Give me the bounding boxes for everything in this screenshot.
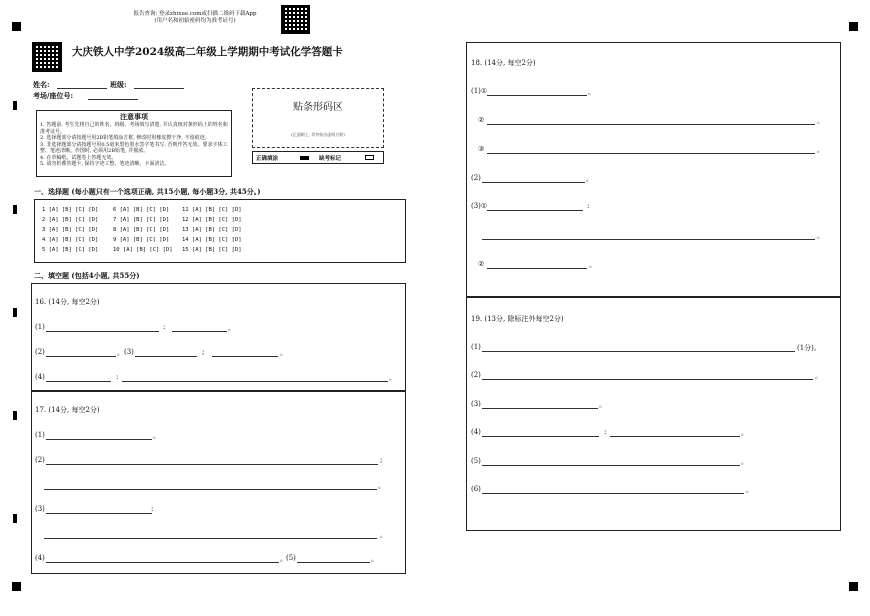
choice-item[interactable]: 2 [A] [B] [C] [D]	[42, 217, 99, 223]
answer-line[interactable]	[487, 153, 815, 154]
answer-line[interactable]	[46, 562, 279, 563]
filled-box-icon	[300, 156, 309, 160]
name-label: 姓名:	[33, 80, 50, 89]
punct: 。	[817, 232, 824, 240]
punct: 。	[599, 401, 606, 409]
seat-field[interactable]	[88, 99, 138, 100]
barcode-hint: (正面朝上, 切勿贴出虚线方框)	[291, 132, 345, 137]
answer-line[interactable]	[482, 408, 598, 409]
answer-line[interactable]	[212, 356, 278, 357]
punct: 。	[153, 432, 160, 440]
answer-line[interactable]	[44, 538, 377, 539]
punct: 。	[588, 88, 595, 96]
choice-box	[34, 199, 406, 263]
punct: :	[163, 323, 166, 331]
q18-part-label: (3)①	[471, 202, 488, 210]
absent-label: 缺考标记	[319, 156, 342, 162]
punct: 。	[586, 175, 593, 183]
punct: 。	[380, 531, 387, 539]
corner-mark	[12, 22, 21, 31]
punct: :	[151, 505, 154, 513]
fill-sample	[252, 151, 384, 164]
q16-title: 16. (14分, 每空2分)	[35, 298, 100, 306]
punct: 。	[815, 372, 822, 380]
notice-item: 5. 请勿折叠答题卡, 保持字迹工整、笔迹清晰、卡面清洁。	[40, 161, 170, 167]
q18-part-label: (1)①	[471, 87, 488, 95]
corner-mark	[849, 582, 858, 591]
corner-mark	[12, 582, 21, 591]
seat-label: 考场/座位号:	[33, 91, 74, 100]
answer-line[interactable]	[46, 381, 111, 382]
q16-part-label: (1)	[35, 323, 45, 331]
punct: 。	[817, 117, 824, 125]
choice-item[interactable]: 15 [A] [B] [C] [D]	[182, 247, 242, 253]
q19-score-note: (1分)。	[797, 344, 821, 352]
q19-part-label: (4)	[471, 428, 481, 436]
timing-mark	[13, 101, 17, 110]
timing-mark	[13, 205, 17, 214]
punct: 。	[280, 555, 287, 563]
name-field[interactable]	[57, 88, 107, 89]
choice-item[interactable]: 11 [A] [B] [C] [D]	[182, 207, 242, 213]
q19-box	[466, 297, 841, 531]
q18-part-label: (2)	[471, 174, 481, 182]
notice-item: 2. 选择题部分请按题号用2B铅笔填涂方框, 修改时用橡皮擦干净, 不留痕迹。	[40, 135, 210, 141]
answer-line[interactable]	[482, 182, 585, 183]
barcode-area	[252, 88, 384, 148]
q17-title: 17. (14分, 每空2分)	[35, 406, 100, 414]
timing-mark	[13, 411, 17, 420]
choice-item[interactable]: 6 [A] [B] [C] [D]	[113, 207, 170, 213]
answer-line[interactable]	[487, 210, 583, 211]
punct: :	[587, 202, 590, 210]
q17-part-label: (4)	[35, 554, 45, 562]
answer-line[interactable]	[487, 95, 587, 96]
choice-item[interactable]: 3 [A] [B] [C] [D]	[42, 227, 99, 233]
q17-part-label: (5)	[286, 554, 296, 562]
q16-part-label: (3)	[124, 348, 134, 356]
choice-item[interactable]: 9 [A] [B] [C] [D]	[113, 237, 170, 243]
q19-part-label: (3)	[471, 400, 481, 408]
punct: 。	[117, 349, 124, 357]
choice-item[interactable]: 1 [A] [B] [C] [D]	[42, 207, 99, 213]
q18-part-label: ②	[478, 260, 485, 268]
answer-line[interactable]	[487, 268, 587, 269]
notice-item: 3. 非选择题部分请按题号用0.5毫米黑色墨水签字笔书写, 否则作答无效。要求字体工整、笔迹清晰。作图时, 必须用2B铅笔, 并描浓。	[40, 141, 228, 154]
q17-part-label: (1)	[35, 431, 45, 439]
answer-line[interactable]	[482, 351, 795, 352]
correct-fill-label: 正确填涂	[256, 156, 279, 162]
answer-line[interactable]	[122, 381, 388, 382]
answer-line[interactable]	[487, 124, 815, 125]
answer-line[interactable]	[44, 489, 377, 490]
answer-line[interactable]	[46, 356, 116, 357]
notice-item: 4. 在草稿纸、试题卷上答题无效。	[40, 154, 117, 161]
section2-title: 二、填空题 (包括4小题, 共55分)	[34, 271, 140, 280]
answer-line[interactable]	[482, 465, 740, 466]
punct: 。	[389, 374, 396, 382]
punct: 。	[280, 349, 287, 357]
q18-part-label: ②	[478, 116, 485, 124]
q18-title: 18. (14分, 每空2分)	[471, 59, 536, 67]
timing-mark	[13, 514, 17, 523]
punct: 。	[228, 324, 235, 332]
answer-line[interactable]	[610, 436, 740, 437]
answer-line[interactable]	[482, 379, 813, 380]
choice-item[interactable]: 10 [A] [B] [C] [D]	[113, 247, 173, 253]
punct: 。	[741, 429, 748, 437]
choice-item[interactable]: 12 [A] [B] [C] [D]	[182, 217, 242, 223]
absent-mark-box[interactable]	[365, 155, 374, 160]
answer-line[interactable]	[46, 331, 159, 332]
q19-part-label: (6)	[471, 485, 481, 493]
answer-line[interactable]	[172, 331, 227, 332]
punct: 。	[378, 482, 385, 490]
notice-box	[36, 110, 232, 177]
punct: 。	[741, 458, 748, 466]
notice-title: 注意事项	[120, 112, 148, 121]
punct: :	[116, 373, 119, 381]
barcode-title: 贴条形码区	[293, 102, 343, 113]
q19-part-label: (5)	[471, 457, 481, 465]
q17-part-label: (3)	[35, 505, 45, 513]
q17-box	[31, 391, 406, 574]
punct: ;	[202, 348, 205, 356]
notice-item: 1. 答题前, 考生先将自己的姓名、班级、考场填写清楚, 并认真核对条形码上的姓名和准考证号。	[40, 122, 228, 135]
q19-part-label: (1)	[471, 343, 481, 351]
choice-item[interactable]: 13 [A] [B] [C] [D]	[182, 227, 242, 233]
class-field[interactable]	[134, 88, 184, 89]
section1-title: 一、选择题 (每小题只有一个选项正确, 共15小题, 每小题3分, 共45分。)	[34, 187, 261, 196]
answer-line[interactable]	[482, 239, 815, 240]
answer-line[interactable]	[46, 439, 152, 440]
q18-box	[466, 42, 841, 297]
answer-line[interactable]	[46, 464, 378, 465]
answer-line[interactable]	[297, 562, 370, 563]
q16-part-label: (4)	[35, 373, 45, 381]
answer-line[interactable]	[135, 356, 197, 357]
corner-mark	[849, 22, 858, 31]
answer-line[interactable]	[482, 493, 744, 494]
choice-item[interactable]: 14 [A] [B] [C] [D]	[182, 237, 242, 243]
report-note: 报告查询: 登录zhixue.com或扫描二维码下载App (用户名和初始密码均为准考证号)	[133, 11, 257, 24]
punct: 。	[589, 261, 596, 269]
choice-item[interactable]: 7 [A] [B] [C] [D]	[113, 217, 170, 223]
q19-title: 19. (13分, 除标注外每空2分)	[471, 315, 564, 323]
punct: 。	[817, 146, 824, 154]
choice-item[interactable]: 5 [A] [B] [C] [D]	[42, 247, 99, 253]
punct: ;	[380, 456, 383, 464]
page-title: 大庆铁人中学2024级高二年级上学期期中考试化学答题卡	[72, 46, 343, 58]
answer-line[interactable]	[46, 513, 152, 514]
punct: 。	[371, 555, 378, 563]
choice-item[interactable]: 8 [A] [B] [C] [D]	[113, 227, 170, 233]
answer-line[interactable]	[482, 436, 599, 437]
choice-item[interactable]: 4 [A] [B] [C] [D]	[42, 237, 99, 243]
timing-mark	[13, 308, 17, 317]
q16-part-label: (2)	[35, 348, 45, 356]
punct: :	[604, 428, 607, 436]
q18-part-label: ③	[478, 145, 485, 153]
qr-code-icon	[281, 5, 310, 34]
q19-part-label: (2)	[471, 371, 481, 379]
qr-code-icon	[32, 42, 62, 72]
punct: 。	[746, 486, 753, 494]
class-label: 班级:	[110, 80, 127, 89]
q17-part-label: (2)	[35, 456, 45, 464]
